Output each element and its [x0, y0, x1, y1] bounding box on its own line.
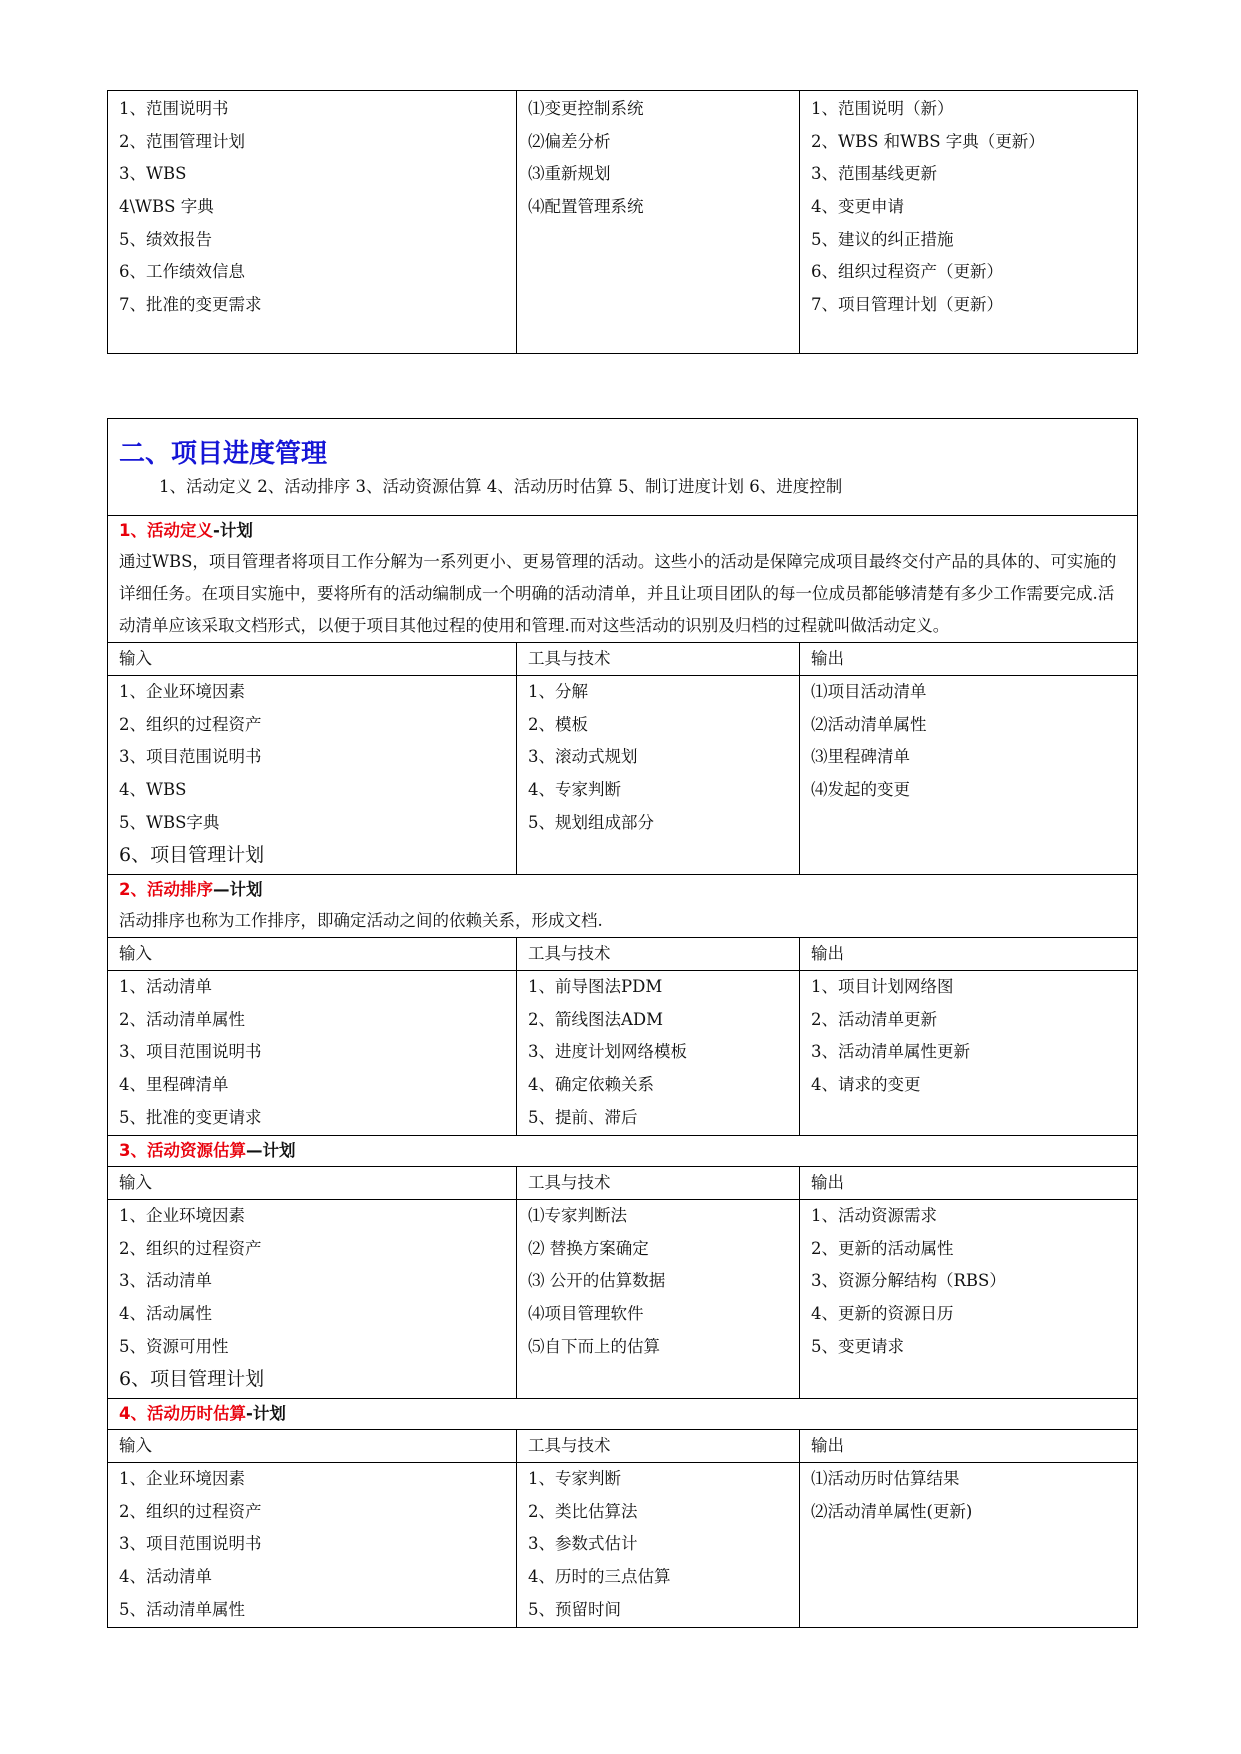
list-item: 3、WBS: [119, 164, 187, 184]
block-header-cell: [108, 516, 1138, 643]
list-item: 3、项目范围说明书: [119, 1042, 262, 1062]
list-item: 1、前导图法PDM: [528, 977, 663, 996]
table-row: [108, 419, 1138, 516]
block-title-suffix: —计划: [245, 1141, 296, 1160]
list-item: 2、类比估算法: [528, 1501, 638, 1521]
list-item: 1、专家判断: [528, 1469, 621, 1488]
list-item: 4、专家判断: [528, 780, 621, 800]
tools-cell: [517, 971, 800, 1136]
list-item: ⑷配置管理系统: [528, 197, 644, 217]
list-item: 5、批准的变更请求: [119, 1107, 262, 1127]
list-item: 6、项目管理计划: [119, 1368, 265, 1391]
table-row: [108, 1463, 1138, 1628]
column-header: 输出: [800, 1167, 1138, 1200]
list-item: 5、预留时间: [528, 1599, 621, 1619]
table-row: [108, 516, 1138, 643]
outputs-cell: [800, 1200, 1138, 1399]
column-header: 输出: [800, 1430, 1138, 1463]
list-item: 4、活动属性: [119, 1304, 212, 1324]
block-title: [119, 1399, 1137, 1429]
list-item: 3、活动清单属性更新: [811, 1042, 970, 1062]
block-title-text: 3、活动资源估算: [119, 1141, 246, 1160]
column-header: 工具与技术: [517, 1430, 800, 1463]
list-item: 3、参数式估计: [528, 1534, 638, 1554]
column-header: 工具与技术: [517, 643, 800, 676]
list-item: 2、活动清单属性: [119, 1009, 245, 1029]
list-item: 1、范围说明书: [119, 99, 229, 118]
block-description: 活动排序也称为工作排序，即确定活动之间的依赖关系，形成文档.: [119, 911, 603, 930]
tools-cell: [517, 1463, 800, 1628]
schedule-management-table: [107, 418, 1138, 1628]
list-item: 1、企业环境因素: [119, 682, 245, 701]
outputs-cell: [800, 971, 1138, 1136]
table-row: [108, 971, 1138, 1136]
section-process-list: 1、活动定义 2、活动排序 3、活动资源估算 4、活动历时估算 5、制订进度计划 6、进度控制: [159, 477, 843, 496]
list-item: 4、WBS: [119, 780, 187, 800]
block-title-text: 2、活动排序: [119, 880, 213, 899]
section-header-cell: [108, 419, 1138, 516]
column-header: 输入: [108, 643, 517, 676]
list-item: 5、建议的纠正措施: [811, 229, 954, 249]
outputs-cell: [800, 1463, 1138, 1628]
list-item: 2、箭线图法ADM: [528, 1009, 664, 1029]
block-header-cell: [108, 1136, 1138, 1167]
list-item: ⑶里程碑清单: [811, 747, 910, 767]
block-title: [119, 516, 1137, 546]
block-description: 通过WBS，项目管理者将项目工作分解为一系列更小、更易管理的活动。这些小的活动是保障完成项目最终交付产品的具体的、可实施的详细任务。在项目实施中，要将所有的活动编制成一个明确的活动清单，并且让项目团队的每一位成员都能够清楚有多少工作需要完成.活动清单应该采取文档形式，以便于项目其他过程的使用和管理.而对这些活动的识别及归档的过程就叫做活动定义。: [119, 552, 1117, 635]
list-item: 4、里程碑清单: [119, 1075, 229, 1095]
list-item: 3、资源分解结构（RBS）: [811, 1271, 1006, 1291]
table-header-row: [108, 1430, 1138, 1463]
list-item: ⑵活动清单属性: [811, 714, 927, 734]
table-row: [108, 1200, 1138, 1399]
table-row: [108, 1136, 1138, 1167]
list-item: 2、更新的活动属性: [811, 1238, 954, 1258]
list-item: 3、项目范围说明书: [119, 1534, 262, 1554]
list-item: 5、WBS字典: [119, 812, 220, 832]
list-item: ⑵偏差分析: [528, 131, 611, 151]
block-title: [119, 875, 1137, 905]
list-item: ⑴项目活动清单: [811, 682, 927, 701]
tools-cell: [517, 91, 800, 354]
list-item: 2、范围管理计划: [119, 131, 245, 151]
block-title: [119, 1136, 1137, 1166]
list-item: 5、活动清单属性: [119, 1599, 245, 1619]
block-title-text: 1、活动定义: [119, 521, 213, 540]
table-row: [108, 676, 1138, 875]
list-item: 5、绩效报告: [119, 229, 212, 249]
list-item: ⑸自下而上的估算: [528, 1336, 660, 1356]
list-item: 4、历时的三点估算: [528, 1567, 671, 1587]
list-item: ⑶重新规划: [528, 164, 611, 184]
column-header: 工具与技术: [517, 938, 800, 971]
table-header-row: [108, 1167, 1138, 1200]
list-item: 4、变更申请: [811, 197, 904, 217]
list-item: 7、项目管理计划（更新）: [811, 295, 1003, 315]
list-item: ⑴活动历时估算结果: [811, 1469, 960, 1488]
inputs-cell: [108, 1463, 517, 1628]
list-item: 5、提前、滞后: [528, 1107, 638, 1127]
list-item: ⑴变更控制系统: [528, 99, 644, 118]
list-item: 1、活动清单: [119, 977, 212, 996]
list-item: 4、确定依赖关系: [528, 1075, 654, 1095]
column-header: 输入: [108, 1430, 517, 1463]
table-row: [108, 875, 1138, 938]
column-header: 输入: [108, 1167, 517, 1200]
block-title-text: 4、活动历时估算: [119, 1404, 246, 1423]
list-item: ⑷项目管理软件: [528, 1304, 644, 1324]
list-item: 1、项目计划网络图: [811, 977, 954, 996]
block-title-suffix: -计划: [245, 1404, 286, 1423]
list-item: 7、批准的变更需求: [119, 295, 262, 315]
section-title: 二、项目进度管理: [119, 439, 328, 469]
list-item: 4、更新的资源日历: [811, 1304, 954, 1324]
list-item: ⑴专家判断法: [528, 1206, 627, 1225]
outputs-cell: [800, 91, 1138, 354]
list-item: 1、企业环境因素: [119, 1469, 245, 1488]
tools-cell: [517, 1200, 800, 1399]
list-item: 2、活动清单更新: [811, 1009, 937, 1029]
list-item: 2、WBS 和WBS 字典（更新）: [811, 131, 1045, 151]
list-item: 2、组织的过程资产: [119, 1238, 262, 1258]
block-header-cell: [108, 1399, 1138, 1430]
list-item: 6、组织过程资产（更新）: [811, 262, 1003, 282]
list-item: 2、组织的过程资产: [119, 714, 262, 734]
list-item: 4、活动清单: [119, 1567, 212, 1587]
inputs-cell: [108, 1200, 517, 1399]
block-title-suffix: —计划: [212, 880, 263, 899]
list-item: 5、规划组成部分: [528, 812, 654, 832]
list-item: 6、工作绩效信息: [119, 262, 245, 282]
list-item: 1、范围说明（新）: [811, 99, 954, 118]
inputs-cell: [108, 91, 517, 354]
list-item: ⑶ 公开的估算数据: [528, 1271, 666, 1291]
column-header: 输出: [800, 643, 1138, 676]
table-row: [108, 1399, 1138, 1430]
list-item: ⑵ 替换方案确定: [528, 1238, 649, 1258]
column-header: 工具与技术: [517, 1167, 800, 1200]
list-item: 1、企业环境因素: [119, 1206, 245, 1225]
column-header: 输入: [108, 938, 517, 971]
list-item: 3、项目范围说明书: [119, 747, 262, 767]
scope-control-table: [107, 90, 1138, 354]
list-item: 6、项目管理计划: [119, 844, 265, 867]
column-header: 输出: [800, 938, 1138, 971]
list-item: ⑷发起的变更: [811, 780, 910, 800]
table-row: [108, 91, 1138, 354]
list-item: 2、模板: [528, 714, 588, 734]
list-item: 3、活动清单: [119, 1271, 212, 1291]
list-item: 4、请求的变更: [811, 1075, 921, 1095]
list-item: 1、活动资源需求: [811, 1206, 937, 1225]
table-header-row: [108, 643, 1138, 676]
list-item: 3、范围基线更新: [811, 164, 937, 184]
list-item: 1、分解: [528, 682, 588, 701]
table-header-row: [108, 938, 1138, 971]
list-item: 4\WBS 字典: [119, 197, 214, 217]
outputs-cell: [800, 676, 1138, 875]
list-item: 5、变更请求: [811, 1336, 904, 1356]
list-item: ⑵活动清单属性(更新): [811, 1501, 973, 1521]
list-item: 2、组织的过程资产: [119, 1501, 262, 1521]
list-item: 3、进度计划网络模板: [528, 1042, 687, 1062]
inputs-cell: [108, 971, 517, 1136]
inputs-cell: [108, 676, 517, 875]
block-header-cell: [108, 875, 1138, 938]
block-title-suffix: -计划: [212, 521, 253, 540]
list-item: 5、资源可用性: [119, 1336, 229, 1356]
list-item: 3、滚动式规划: [528, 747, 638, 767]
tools-cell: [517, 676, 800, 875]
